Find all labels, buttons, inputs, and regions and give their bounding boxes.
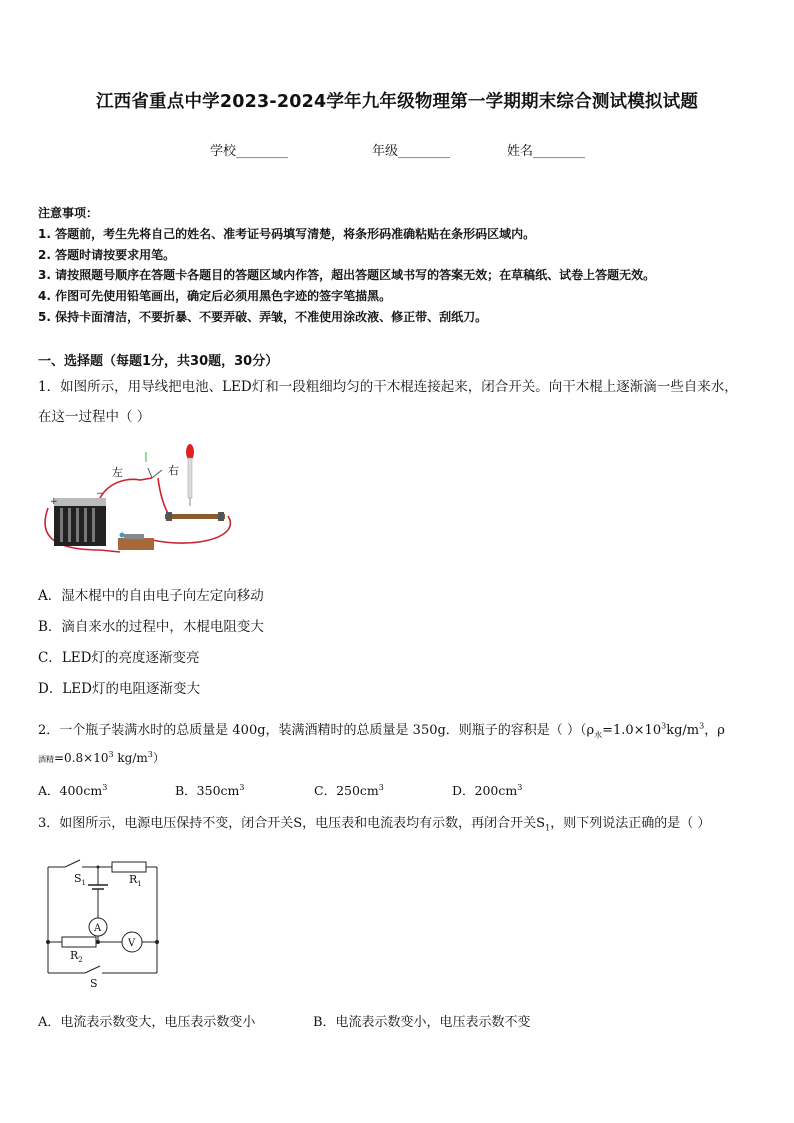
q2-option-c: C．$250cm^3$ <box>314 782 384 798</box>
note-item: 5. 保持卡面清洁，不要折暴、不要弄破、弄皱，不准使用涂改液、修正带、刮纸刀。 <box>38 310 488 324</box>
page-title: 江西省重点中学2023-2024学年九年级物理第一学期期末综合测试模拟试题 <box>95 92 699 112</box>
svg-text:V: V <box>128 938 136 949</box>
q1-option-c: C．LED灯的亮度逐渐变亮 <box>38 650 200 666</box>
svg-text:+: + <box>50 497 58 507</box>
label-left: 左 <box>112 466 123 479</box>
note-item: 1. 答题前，考生先将自己的姓名、准考证号码填写清楚，将条形码准确粘贴在条形码区域内。 <box>38 227 536 241</box>
school-field: 学校________ <box>210 144 289 159</box>
switch-s-icon <box>85 966 100 973</box>
grade-field: 年级________ <box>372 144 451 159</box>
section-heading: 一、选择题（每题1分，共30题，30分） <box>38 354 279 369</box>
q2-stem-line2: 酒精$=0.8\times 10^3$ $kg/m^3$） <box>38 750 165 765</box>
q2-option-d: D．$200cm^3$ <box>452 782 523 798</box>
q3-option-b: B．电流表示数变小，电压表示数不变 <box>313 1015 531 1030</box>
wooden-stick-icon <box>165 514 225 519</box>
q3-stem: 3．如图所示，电源电压保持不变，闭合开关S，电压表和电流表均有示数，再闭合开关$S_1$，则下列说法正确的是（ ） <box>38 816 711 833</box>
svg-text:S1: $S_1$ <box>74 872 87 887</box>
resistor-r2-icon <box>62 937 96 947</box>
q1-option-a: A．湿木棍中的自由电子向左定向移动 <box>38 588 264 604</box>
q2-stem-line1: 2．一个瓶子装满水时的总质量是 400g，装满酒精时的总质量是 350g．则瓶子的容积是（ ）（$\rho_水=1.0\times 10^3kg/m^3$，ρ <box>38 721 725 740</box>
q2-option-a: A．$400cm^3$ <box>38 782 108 798</box>
q1-stem-line1: 1．如图所示，用导线把电池、LED灯和一段粗细均匀的干木棍连接起来，闭合开关。向干木棍上逐渐滴一些自来水， <box>38 379 738 395</box>
q1-option-b: B．滴自来水的过程中，木棍电阻变大 <box>38 619 264 635</box>
note-item: 2. 答题时请按要求用笔。 <box>38 248 176 262</box>
resistor-r1-icon <box>112 862 146 872</box>
q3-circuit-diagram <box>40 855 170 990</box>
q3-option-a: A．电流表示数变大，电压表示数变小 <box>38 1015 256 1030</box>
q1-stem-line2: 在这一过程中（ ） <box>38 409 151 425</box>
svg-text:−: − <box>96 489 104 499</box>
name-field: 姓名________ <box>507 144 586 159</box>
svg-text:S: S <box>90 977 98 990</box>
switch-icon <box>118 538 154 550</box>
label-right: 右 <box>168 464 179 477</box>
switch-s1-icon <box>65 860 80 867</box>
q1-circuit-figure <box>40 440 250 560</box>
note-item: 4. 作图可先使用铅笔画出，确定后必须用黑色字迹的签字笔描黑。 <box>38 289 392 303</box>
note-item: 3. 请按照题号顺序在答题卡各题目的答题区域内作答，超出答题区域书写的答案无效；在草稿纸、试卷上答题无效。 <box>38 268 656 282</box>
dropper-icon <box>186 444 194 460</box>
svg-text:R1: $R_1$ <box>129 873 142 888</box>
notes-heading: 注意事项： <box>38 206 99 220</box>
q1-option-d: D．LED灯的电阻逐渐变大 <box>38 681 200 697</box>
svg-text:A: A <box>94 923 102 934</box>
q2-option-b: B．$350cm^3$ <box>175 782 245 798</box>
svg-text:R2: $R_2$ <box>70 949 83 964</box>
